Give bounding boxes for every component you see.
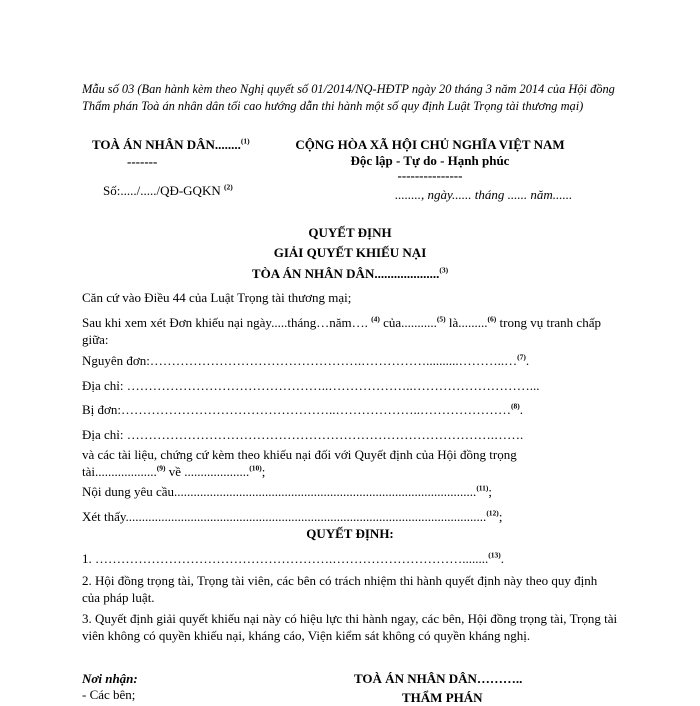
defendant-address: Địa chỉ: ………………………………………………………………………….……. <box>82 427 524 442</box>
findings-text: Xét thấy............................................................................................................... <box>82 509 487 524</box>
recipients-label: Nơi nhận: <box>82 671 138 686</box>
review-text-c: là......... <box>448 315 488 330</box>
number-footnote: (2) <box>223 182 233 192</box>
country-name: CỘNG HÒA XÃ HỘI CHỦ NGHĨA VIỆT NAM <box>295 137 565 152</box>
footnote-12: (12) <box>486 508 499 518</box>
findings-line <box>82 509 502 525</box>
plaintiff-line <box>82 353 529 369</box>
recipient-item: - Các bên; <box>82 687 136 702</box>
decision-item-3: 3. Quyết định giải quyết khiếu nại này có hiệu lực thi hành ngay, các bên, Hội đồng trọng tài, Trọng tài viên không có quyền khiếu nại, kháng cáo, Viện kiểm sát không có quyền kháng nghị. <box>82 611 618 643</box>
decision-item-1 <box>82 551 504 567</box>
plaintiff-address: Địa chỉ: ………………………………………..………………..………………………... <box>82 378 540 393</box>
decision-heading: QUYẾT ĐỊNH: <box>306 526 394 541</box>
decision-item-1-text: 1. ……………………………………………….…………………………........ <box>82 551 489 566</box>
defendant-text: Bị đơn:…………………………………………..………………..………………… <box>82 402 512 417</box>
footnote-13: (13) <box>488 550 501 560</box>
plaintiff-end: . <box>525 353 530 368</box>
motto: Độc lập - Tự do - Hạnh phúc <box>350 153 510 168</box>
date-line: ........, ngày...... tháng ...... năm...... <box>395 187 573 202</box>
title-line3 <box>0 266 700 282</box>
decision-number-text: Số:...../...../QĐ-GQKN <box>103 183 221 198</box>
signer-title: THẨM PHÁN <box>402 690 483 705</box>
request-content-line <box>82 484 492 500</box>
documents-text-a: và các tài liệu, chứng cứ kèm theo khiếu nại đối với Quyết định của Hội đồng trọng tài................... <box>82 447 517 479</box>
defendant-line <box>82 402 523 418</box>
footnote-5: (5) <box>436 314 446 324</box>
court-name <box>92 137 250 153</box>
basis-line: Căn cứ vào Điều 44 của Luật Trọng tài thương mại; <box>82 290 352 305</box>
footnote-8: (8) <box>511 401 520 411</box>
title-line3-text: TÒA ÁN NHÂN DÂN.................... <box>251 266 440 281</box>
documents-paragraph <box>82 446 552 480</box>
signer-court: TOÀ ÁN NHÂN DÂN……….. <box>354 671 523 686</box>
right-dashes: --------------- <box>397 168 463 183</box>
defendant-end: . <box>519 402 524 417</box>
title-footnote: (3) <box>439 265 449 275</box>
decision-number <box>103 183 233 199</box>
decision-item-1-end: . <box>500 551 504 566</box>
documents-text-b: về .................... <box>168 464 250 479</box>
title-line1: QUYẾT ĐỊNH <box>308 225 392 240</box>
request-content-text: Nội dung yêu cầu............................................................................................. <box>82 484 477 499</box>
findings-end: ; <box>498 509 503 524</box>
court-name-text: TOÀ ÁN NHÂN DÂN........ <box>92 137 241 152</box>
documents-end: ; <box>261 464 266 479</box>
decision-item-2: 2. Hội đồng trọng tài, Trọng tài viên, các bên có trách nhiệm thi hành quyết định này theo quy định của pháp luật. <box>82 573 598 605</box>
left-dashes: ------- <box>127 154 158 169</box>
review-text-d: trong vụ tranh chấp giữa: <box>82 315 601 347</box>
review-text-b: của........... <box>383 315 437 330</box>
review-text-a: Sau khi xem xét Đơn khiếu nại ngày.....tháng…năm…. <box>82 315 368 330</box>
footnote-6: (6) <box>487 314 497 324</box>
footnote-9: (9) <box>156 463 166 473</box>
footnote-11: (11) <box>476 483 489 493</box>
footnote-4: (4) <box>371 314 380 324</box>
intro-note: Mẫu số 03 (Ban hành kèm theo Nghị quyết số 01/2014/NQ-HĐTP ngày 20 tháng 3 năm 2014 của Hội đồng Thẩm phán Toà án nhân dân tối cao hướng dẫn thi hành một số quy định Luật Trọng tài thương mại) <box>82 82 615 113</box>
court-footnote: (1) <box>240 136 250 146</box>
footnote-7: (7) <box>517 352 526 362</box>
title-line2: GIẢI QUYẾT KHIẾU NẠI <box>273 245 427 260</box>
footnote-10: (10) <box>249 463 262 473</box>
review-paragraph <box>82 314 618 348</box>
plaintiff-text: Nguyên đơn:………………………………………….……………..........………..… <box>82 353 518 368</box>
request-content-end: ; <box>488 484 493 499</box>
